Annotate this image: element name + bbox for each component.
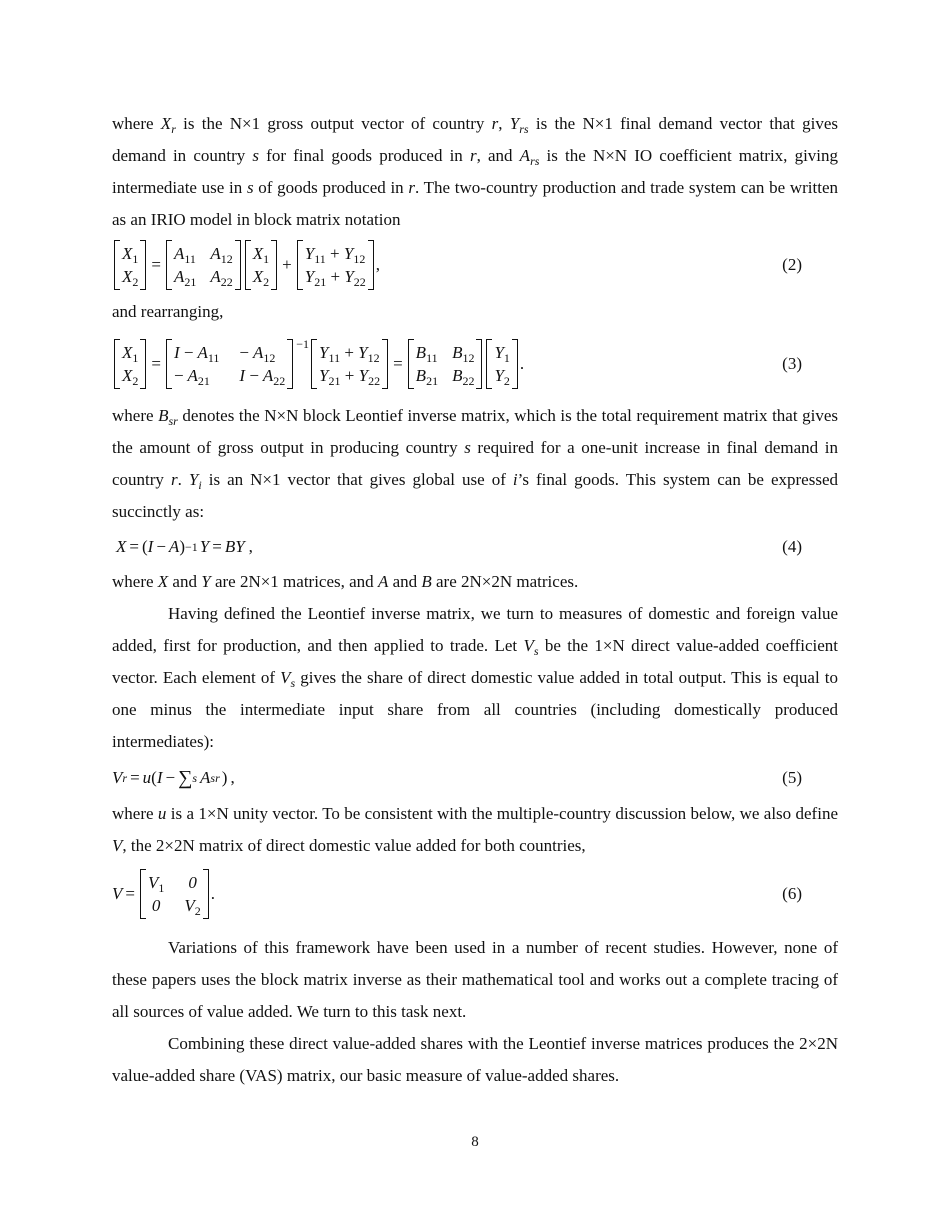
paragraph-8: Combining these direct value-added shares with the Leontief inverse matrices produces the 2×2N value-added share (VAS) matrix, our basic measure of value-added shares. (112, 1034, 838, 1085)
equation-number: (4) (782, 537, 802, 556)
equation-number: (3) (782, 354, 802, 373)
equation-2: $X_1$ $X_2$ = $A_{11}$ $A_{12}$ $A_{21}$ $A_{22}$ $X_1$ $X_2$ + $Y_{11} + Y_{12}$ $Y_{21} + Y_{22}$ , (2) (112, 236, 838, 294)
equation-5: V r = u ( I − ∑ s A sr ) , (5) (112, 766, 802, 789)
equation-number: (5) (782, 768, 802, 787)
paragraph-3: where $B_{sr}$ denotes the N×N block Leontief inverse matrix, which is the total requirement matrix that gives the amount of gross output in producing country s required for a one-unit increase in final demand in country r. $Y_i$ is an N×1 vector that gives global use of i’s final goods. This system can be expressed succinctly as: (112, 406, 839, 521)
equation-number: (2) (782, 255, 802, 274)
vector-x-lhs: $X_1$ $X_2$ (114, 240, 146, 290)
vector-x-lhs: $X_1$ $X_2$ (114, 339, 146, 389)
equation-6: V = $V_1$ 0 0 $V_2$ . (6) (112, 862, 838, 926)
vector-x: $X_1$ $X_2$ (245, 240, 277, 290)
equation-3: $X_1$ $X_2$ = $I - A_{11}$ − $A_{12}$ − $A_{21}$ $I - A_{22}$ −1 $Y_{11} + Y_{12}$ $Y_{21} + Y_{22}$ = $B_{11}$ $B_{12}$ $B_{21}$ $B_{22}$ $Y_1$ $Y_2$ . (3) (112, 332, 838, 396)
vector-y: $Y_1$ $Y_2$ (486, 339, 517, 389)
equation-4: X = ( I − A ) −1 Y = BY , (4) (116, 537, 802, 556)
page-number: 8 (471, 1134, 479, 1150)
matrix-i-minus-a: $I - A_{11}$ − $A_{12}$ − $A_{21}$ $I - A_{22}$ (166, 339, 293, 389)
vector-y-sum: $Y_{11} + Y_{12}$ $Y_{21} + Y_{22}$ (297, 240, 374, 290)
equation-number: (6) (782, 884, 802, 903)
paragraph-6: where u is a 1×N unity vector. To be consistent with the multiple-country discussion below, we also define V, the 2×2N matrix of direct domestic value added for both countries, (112, 804, 838, 855)
matrix-v: $V_1$ 0 0 $V_2$ (140, 869, 209, 919)
paragraph-4: where X and Y are 2N×1 matrices, and A and B are 2N×2N matrices. (112, 572, 579, 591)
paragraph-1: where $X_r$ is the N×1 gross output vector of country r, $Y_{rs}$ is the N×1 final demand vector that gives demand in country s for final goods produced in r, and $A_{rs}$ is the N×N IO coefficient matrix, giving intermediate use in s of goods produced in r. The two-country production and trade system can be written as an IRIO model in block matrix notation (112, 114, 839, 229)
paragraph-7: Variations of this framework have been used in a number of recent studies. However, none of these papers uses the block matrix inverse as their mathematical tool and works out a complete tracing of all sources of value added. We turn to this task next. (112, 938, 838, 1021)
paragraph-2: and rearranging, (112, 302, 224, 321)
vector-y-sum: $Y_{11} + Y_{12}$ $Y_{21} + Y_{22}$ (311, 339, 388, 389)
paragraph-5: Having defined the Leontief inverse matrix, we turn to measures of domestic and foreign value added, first for production, and then applied to trade. Let $V_s$ be the 1×N direct value-added coefficient vector. Each element of $V_s$ gives the share of direct domestic value added in total output. This is equal to one minus the intermediate input share from all countries (including domestically produced intermediates): (112, 604, 838, 751)
matrix-b: $B_{11}$ $B_{12}$ $B_{21}$ $B_{22}$ (408, 339, 483, 389)
page-body (112, 108, 838, 1092)
matrix-a: $A_{11}$ $A_{12}$ $A_{21}$ $A_{22}$ (166, 240, 241, 290)
